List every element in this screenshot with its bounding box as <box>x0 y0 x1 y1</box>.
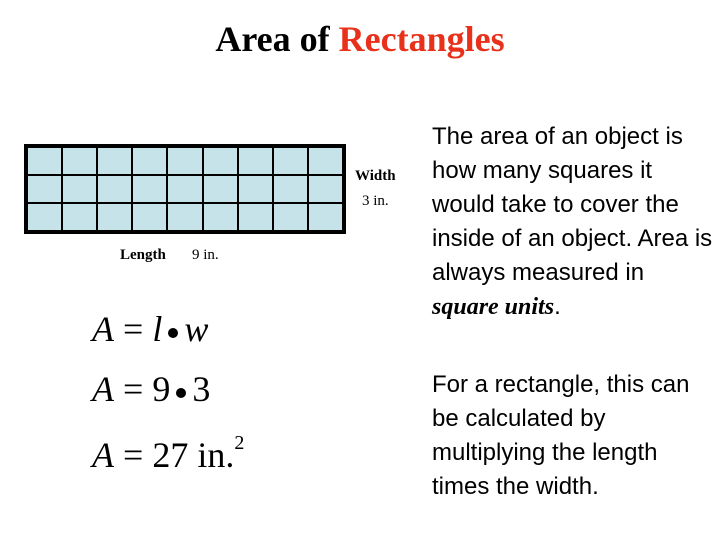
grid-square <box>62 203 97 231</box>
grid-square <box>238 147 273 175</box>
grid-square <box>308 175 343 203</box>
title-accent: Rectangles <box>338 19 505 59</box>
grid-square <box>132 203 167 231</box>
multiply-dot-icon <box>176 388 186 398</box>
formula-paragraph: For a rectangle, this can be calculated by multiplying the length times the width. <box>432 371 690 500</box>
equation-result: A = 27 in.$^2$ <box>92 432 245 475</box>
grid-square <box>97 147 132 175</box>
length-value: 9 in. <box>192 247 219 263</box>
grid-square <box>132 147 167 175</box>
grid-square <box>97 203 132 231</box>
title-prefix: Area of <box>215 19 339 59</box>
rectangle-grid <box>24 144 346 234</box>
grid-square <box>203 147 238 175</box>
equation-values: A = 9 3 <box>92 369 211 409</box>
grid-square <box>238 203 273 231</box>
grid-square <box>97 175 132 203</box>
grid-square <box>308 147 343 175</box>
grid-square <box>308 203 343 231</box>
definition-paragraph: The area of an object is how many squares it would take to cover the inside of an object. Area is always measured in square units. <box>432 123 713 320</box>
page-title <box>0 18 720 60</box>
grid-square <box>27 203 62 231</box>
grid-square <box>62 175 97 203</box>
multiply-dot-icon <box>168 328 178 338</box>
grid-square <box>62 147 97 175</box>
grid-square <box>27 147 62 175</box>
width-label: Width <box>355 168 396 184</box>
grid-square <box>273 175 308 203</box>
grid-square <box>273 203 308 231</box>
grid-square <box>273 147 308 175</box>
grid-square <box>167 147 202 175</box>
square-units-emphasis: square units <box>432 294 555 320</box>
grid-square <box>167 203 202 231</box>
length-label: Length <box>120 247 166 263</box>
grid-square <box>238 175 273 203</box>
grid-square <box>203 175 238 203</box>
grid-square <box>167 175 202 203</box>
grid-square <box>203 203 238 231</box>
equation-formula: A = l w <box>92 309 209 349</box>
width-value: 3 in. <box>362 193 389 209</box>
grid-square <box>27 175 62 203</box>
grid-square <box>132 175 167 203</box>
